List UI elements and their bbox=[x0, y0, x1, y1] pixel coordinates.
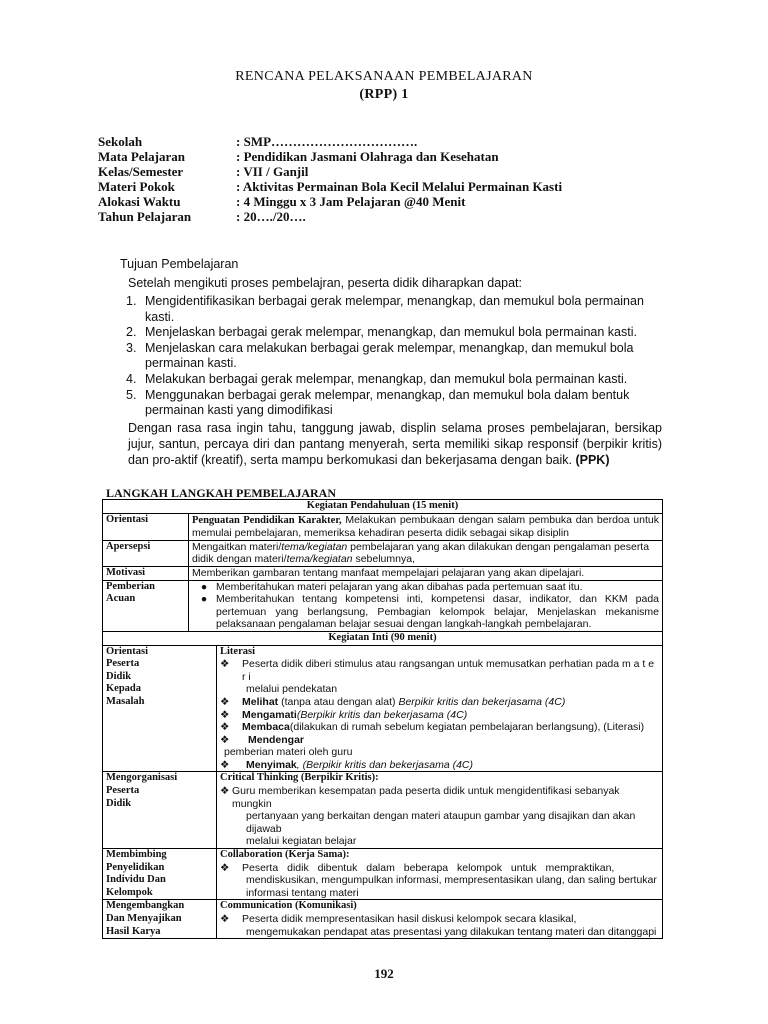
bullet-text: mengemukakan pendapat atas presentasi yang dilakukan tentang materi dan ditanggapi bbox=[246, 925, 657, 938]
list-item bbox=[220, 913, 659, 926]
identity-value: : Pendidikan Jasmani Olahraga dan Kesehatan bbox=[236, 149, 499, 164]
bullet-icon: ● bbox=[200, 593, 208, 606]
mengamati-bold: Mengamati bbox=[242, 708, 297, 721]
list-item bbox=[220, 721, 659, 734]
identity-label: Sekolah bbox=[98, 134, 143, 149]
identity-row bbox=[98, 134, 562, 149]
apersepsi-text: sebelumnya, bbox=[352, 553, 415, 566]
identity-label: Kelas/Semester bbox=[98, 164, 184, 179]
list-item bbox=[220, 696, 659, 709]
label-line: Dan Menyajikan bbox=[106, 913, 182, 924]
list-item bbox=[220, 862, 659, 875]
identity-label: Tahun Pelajaran bbox=[98, 209, 192, 224]
bullet-text: pertanyaan yang berkaitan dengan materi ataupun gambar yang disajikan dan akan dijawab bbox=[246, 810, 636, 835]
label-line: Membimbing bbox=[106, 849, 167, 861]
list-item bbox=[126, 388, 666, 419]
table-row bbox=[103, 900, 663, 939]
label-line: Masalah bbox=[106, 695, 145, 707]
list-item bbox=[126, 341, 666, 372]
row-content bbox=[189, 540, 663, 566]
list-item bbox=[126, 325, 666, 341]
melihat-text: (tanpa atau dengan alat) bbox=[278, 695, 399, 708]
identity-row bbox=[98, 164, 562, 179]
langkah-heading: LANGKAH LANGKAH PEMBELAJARAN bbox=[106, 486, 337, 500]
diamond-bullet-icon: ❖ bbox=[220, 913, 230, 925]
item-text: kasti. bbox=[145, 309, 175, 324]
list-item bbox=[220, 709, 659, 722]
label-line: Mengorganisasi bbox=[106, 772, 178, 784]
membaca-text: (dilakukan di rumah sebelum kegiatan pembelajaran berlangsung), (Literasi) bbox=[289, 721, 645, 734]
label-line: Mengembangkan bbox=[106, 900, 185, 912]
label-line: Kepada bbox=[106, 683, 142, 695]
document-subtitle: (RPP) 1 bbox=[359, 87, 409, 102]
diamond-bullet-icon: ❖ bbox=[220, 721, 230, 734]
item-text: Menjelaskan cara melakukan berbagai gerak melempar, menangkap, dan memukul bola bbox=[145, 340, 634, 355]
apersepsi-italic: tema/kegiatan bbox=[286, 553, 353, 566]
apersepsi-italic: tema/kegiatan bbox=[281, 540, 348, 553]
row-content bbox=[217, 645, 663, 772]
label-line: Peserta bbox=[106, 785, 140, 797]
row-label: Apersepsi bbox=[103, 540, 189, 566]
pendahuluan-header: Kegiatan Pendahuluan (15 menit) bbox=[103, 500, 663, 514]
identity-value: : VII / Ganjil bbox=[236, 164, 309, 179]
item-text: Mengidentifikasikan berbagai gerak melempar, menangkap, dan memukul bola permainan bbox=[145, 294, 644, 308]
critical-heading: Critical Thinking (Berpikir Kritis): bbox=[220, 772, 379, 784]
label-line: Kelompok bbox=[106, 886, 153, 898]
tujuan-list bbox=[126, 294, 666, 419]
literasi-heading: Literasi bbox=[220, 645, 255, 657]
tujuan-intro: Setelah mengikuti proses pembelajran, peserta didik diharapkan dapat: bbox=[128, 276, 522, 290]
row-label: Orientasi bbox=[103, 513, 189, 540]
row-label bbox=[103, 580, 189, 631]
apersepsi-text: pembelajaran yang akan dilakukan dengan pengalaman peserta didik dengan materi/ bbox=[192, 540, 650, 566]
item-text: Menggunakan berbagai gerak melempar, menangkap, dan memukul bola dalam bentuk bbox=[145, 387, 630, 402]
diamond-bullet-icon: ❖ bbox=[220, 658, 230, 671]
list-item bbox=[220, 658, 659, 683]
bullet-text: Guru memberikan kesempatan pada peserta didik untuk mengidentifikasi sebanyak mungkin bbox=[232, 785, 620, 810]
melihat-italic: Berpikir kritis dan bekerjasama (4C) bbox=[398, 695, 566, 708]
bullet-text: Peserta didik mempresentasikan hasil diskusi kelompok secara klasikal, bbox=[242, 913, 577, 925]
list-item bbox=[220, 785, 659, 810]
label-line: Hasil Karya bbox=[106, 925, 161, 937]
diamond-bullet-icon: ❖ bbox=[220, 708, 230, 721]
item-number: 1. bbox=[126, 294, 137, 308]
melihat-bold: Melihat bbox=[242, 695, 279, 708]
identity-row bbox=[98, 149, 562, 164]
item-number: 5. bbox=[126, 387, 137, 402]
label-line: Individu Dan bbox=[106, 874, 166, 886]
label-line: Didik bbox=[106, 797, 132, 809]
label-line: Didik bbox=[106, 670, 132, 682]
identity-value: : 20…./20…. bbox=[236, 209, 306, 224]
mendengar-bold: Mendengar bbox=[248, 733, 305, 746]
row-label bbox=[103, 645, 217, 772]
row-content: Memberikan gambaran tentang manfaat mempelajari pelajaran yang akan dipelajari. bbox=[189, 566, 663, 580]
row-content bbox=[217, 900, 663, 939]
tujuan-heading: Tujuan Pembelajaran bbox=[120, 257, 239, 271]
identity-row bbox=[98, 179, 562, 194]
item-text: Menjelaskan berbagai gerak melempar, menangkap, dan memukul bola permainan kasti. bbox=[145, 325, 637, 340]
bullet-text: Peserta didik dibentuk dalam beberapa kelompok untuk mempraktikan, bbox=[242, 861, 615, 874]
identity-value: : 4 Minggu x 3 Jam Pelajaran @40 Menit bbox=[236, 194, 466, 209]
bullet-text: Memberitahukan materi pelajaran yang akan dibahas pada pertemuan saat itu. bbox=[216, 580, 583, 593]
list-item bbox=[220, 734, 659, 747]
row-content bbox=[189, 513, 663, 540]
item-number: 3. bbox=[126, 340, 137, 355]
row-label bbox=[103, 849, 217, 900]
identity-label: Alokasi Waktu bbox=[98, 194, 181, 209]
list-item bbox=[126, 372, 666, 388]
row-label: Motivasi bbox=[103, 566, 189, 580]
diamond-bullet-icon: ❖ bbox=[220, 695, 230, 708]
diamond-bullet-icon: ❖ bbox=[220, 785, 230, 798]
ppk-paragraph bbox=[128, 421, 662, 468]
diamond-bullet-icon: ❖ bbox=[220, 758, 230, 771]
bullet-text: Memberitahukan tentang kompetensi inti, kompetensi dasar, indikator, dan KKM pada pertemuan yang berlangsung, Pembagian kelompok belajar, Menjelaskan mekanisme pelaksanaan pengalaman belajar sesuai dengan langkah-langkah pembelajaran. bbox=[216, 593, 659, 631]
inti-header: Kegiatan Inti (90 menit) bbox=[103, 631, 663, 645]
label-line: Peserta bbox=[106, 658, 140, 670]
list-item bbox=[220, 759, 659, 772]
bullet-icon: ● bbox=[200, 580, 208, 593]
document-title: RENCANA PELAKSANAAN PEMBELAJARAN bbox=[235, 69, 533, 84]
label-line: Penyelidikan bbox=[106, 861, 165, 873]
list-item bbox=[192, 593, 659, 631]
identity-row bbox=[98, 209, 562, 224]
identity-row bbox=[98, 194, 562, 209]
mengamati-italic: (Berpikir kritis dan bekerjasama (4C) bbox=[296, 708, 468, 721]
mendengar-text: pemberian materi oleh guru bbox=[224, 746, 353, 759]
row-label bbox=[103, 772, 217, 849]
row-label bbox=[103, 900, 217, 939]
label-line: Orientasi bbox=[106, 645, 148, 657]
bullet-text: melalui kegiatan belajar bbox=[246, 835, 357, 848]
item-text: Melakukan berbagai gerak melempar, menangkap, dan memukul bola permainan kasti. bbox=[145, 371, 628, 386]
diamond-bullet-icon: ❖ bbox=[220, 733, 230, 746]
comm-heading: Communication (Komunikasi) bbox=[220, 900, 357, 912]
row-content bbox=[217, 772, 663, 849]
identity-label: Materi Pokok bbox=[98, 179, 175, 194]
bullet-text: Peserta didik diberi stimulus atau rangsangan untuk memusatkan perhatian pada m a t e r i bbox=[242, 658, 655, 683]
table-row bbox=[103, 566, 663, 580]
menyimak-italic: , (Berpikir kritis dan bekerjasama (4C) bbox=[296, 758, 473, 771]
orientasi-bold: Penguatan Pendidikan Karakter, bbox=[192, 514, 342, 526]
apersepsi-text: Mengaitkan materi/ bbox=[192, 540, 282, 553]
orientasi-text: Melakukan pembukaan dengan salam pembuka dan berdoa untuk memulai pembelajaran, memeriksa kehadiran peserta didik sebagai sikap disiplin bbox=[192, 513, 659, 540]
identity-value: : SMP……………………………. bbox=[236, 134, 418, 149]
table-row bbox=[103, 849, 663, 900]
identity-label: Mata Pelajaran bbox=[98, 149, 186, 164]
item-number: 2. bbox=[126, 325, 137, 340]
identity-block bbox=[98, 134, 562, 224]
table-row bbox=[103, 540, 663, 566]
item-number: 4. bbox=[126, 371, 137, 386]
list-item bbox=[192, 581, 659, 594]
row-content bbox=[189, 580, 663, 631]
bullet-text: informasi tentang materi bbox=[246, 886, 359, 899]
label-line: Acuan bbox=[106, 593, 136, 605]
label-line: Pemberian bbox=[106, 580, 155, 592]
row-content bbox=[217, 849, 663, 900]
ppk-tag: (PPK) bbox=[575, 452, 610, 467]
list-item bbox=[126, 294, 666, 325]
diamond-bullet-icon: ❖ bbox=[220, 861, 230, 874]
bullet-text: melalui pendekatan bbox=[246, 683, 338, 696]
bullet-text: mendiskusikan, mengumpulkan informasi, mempresentasikan ulang, dan saling bertukar bbox=[246, 874, 657, 887]
collab-heading: Collaboration (Kerja Sama): bbox=[220, 849, 350, 861]
table-row bbox=[103, 772, 663, 849]
page-number: 192 bbox=[374, 966, 394, 981]
item-text: permainan kasti yang dimodifikasi bbox=[145, 403, 333, 418]
menyimak-bold: Menyimak bbox=[246, 758, 297, 771]
table-row bbox=[103, 645, 663, 772]
table-row bbox=[103, 580, 663, 631]
ppk-text: Dengan rasa rasa ingin tahu, tanggung jawab, displin selama proses pembelajaran, bersikap jujur, santun, percaya diri dan pantang menyerah, serta memiliki sikap responsif (berpikir kritis) dan pro-aktif (kreatif), serta mampu berkomukasi dan bekerjasama dengan baik. bbox=[128, 421, 662, 467]
identity-value: : Aktivitas Permainan Bola Kecil Melalui Permainan Kasti bbox=[236, 179, 563, 194]
item-text: permainan kasti. bbox=[145, 356, 237, 371]
langkah-table bbox=[102, 499, 663, 939]
table-row bbox=[103, 513, 663, 540]
membaca-bold: Membaca bbox=[242, 721, 290, 734]
